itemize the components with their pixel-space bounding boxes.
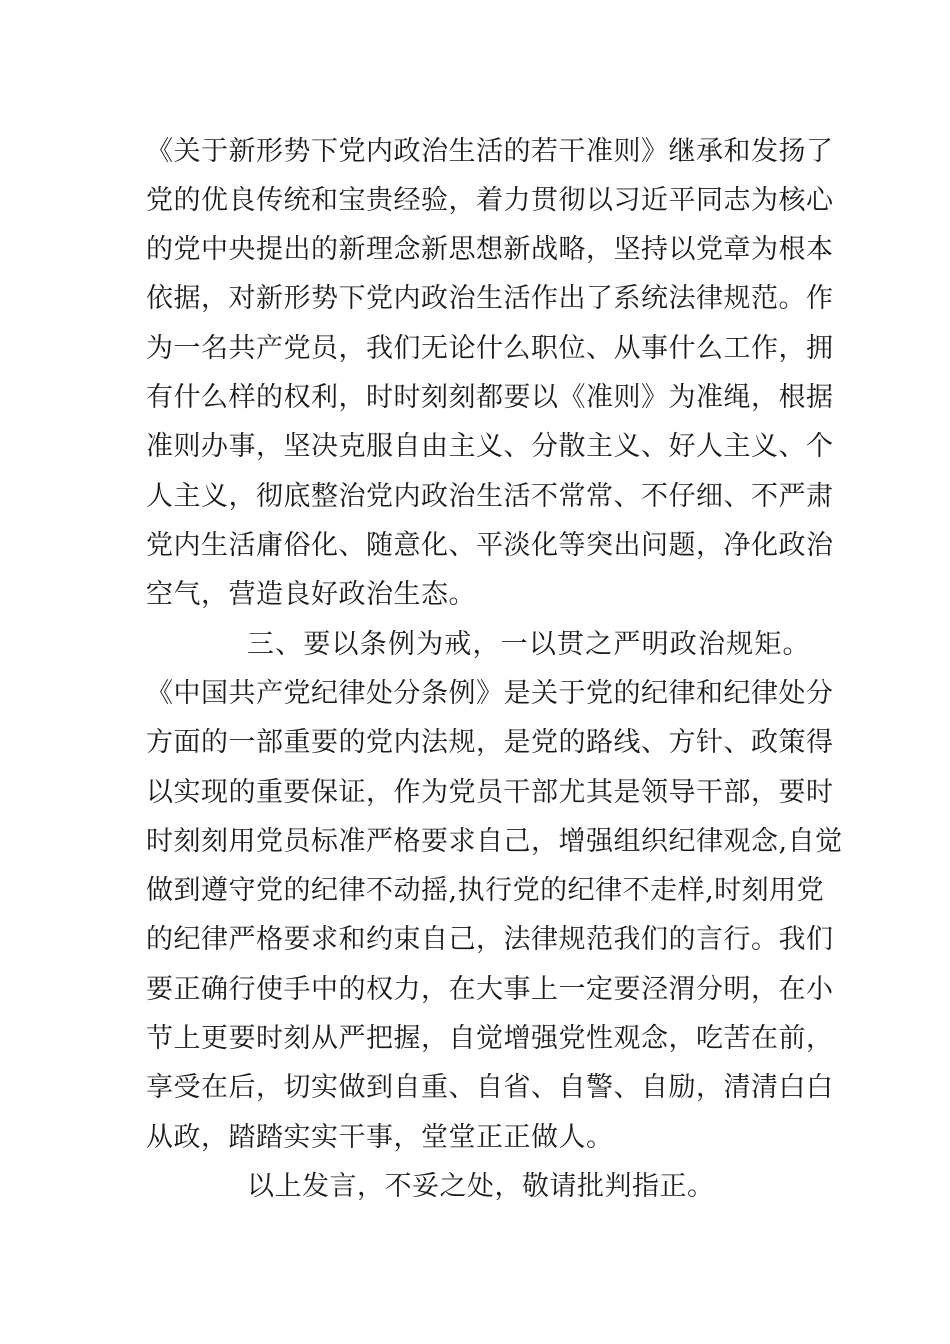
text-line: 人主义，彻底整治党内政治生活不常常、不仔细、不严肃 [146, 481, 834, 512]
text-line: 节上更要时刻从严把握，自觉增强党性观念，吃苦在前， [146, 1023, 834, 1054]
text-line: 时刻刻用党员标准严格要求自己，增强组织纪律观念,自觉 [146, 826, 843, 857]
text-line: 有什么样的权利，时时刻刻都要以《准则》为准绳，根据 [146, 382, 834, 413]
text-line: 的纪律严格要求和约束自己，法律规范我们的言行。我们 [146, 924, 834, 955]
closing-line: 以上发言，不妥之处，敬请批判指正。 [247, 1171, 715, 1202]
text-line: 以实现的重要保证，作为党员干部尤其是领导干部，要时 [146, 777, 834, 808]
text-line: 享受在后，切实做到自重、自省、自警、自励，清清白白 [146, 1072, 834, 1103]
text-line: 从政，踏踏实实干事，堂堂正正做人。 [146, 1122, 614, 1153]
text-line: 依据，对新形势下党内政治生活作出了系统法律规范。作 [146, 283, 834, 314]
text-line: 党的优良传统和宝贵经验，着力贯彻以习近平同志为核心 [146, 185, 834, 216]
text-line: 准则办事，坚决克服自由主义、分散主义、好人主义、个 [146, 431, 834, 462]
text-line: 做到遵守党的纪律不动摇,执行党的纪律不走样,时刻用党 [146, 875, 825, 906]
text-line: 的党中央提出的新理念新思想新战略，坚持以党章为根本 [146, 234, 834, 265]
text-line: 《中国共产党纪律处分条例》是关于党的纪律和纪律处分 [146, 678, 834, 709]
text-line: 空气，营造良好政治生态。 [146, 579, 476, 610]
text-line: 为一名共产党员，我们无论什么职位、从事什么工作，拥 [146, 333, 834, 364]
text-line: 方面的一部重要的党内法规，是党的路线、方针、政策得 [146, 727, 834, 758]
section-heading: 三、要以条例为戒，一以贯之严明政治规矩。 [247, 629, 810, 660]
text-line: 党内生活庸俗化、随意化、平淡化等突出问题，净化政治 [146, 530, 834, 561]
text-line: 《关于新形势下党内政治生活的若干准则》继承和发扬了 [146, 136, 834, 167]
text-line: 要正确行使手中的权力，在大事上一定要泾渭分明，在小 [146, 974, 834, 1005]
